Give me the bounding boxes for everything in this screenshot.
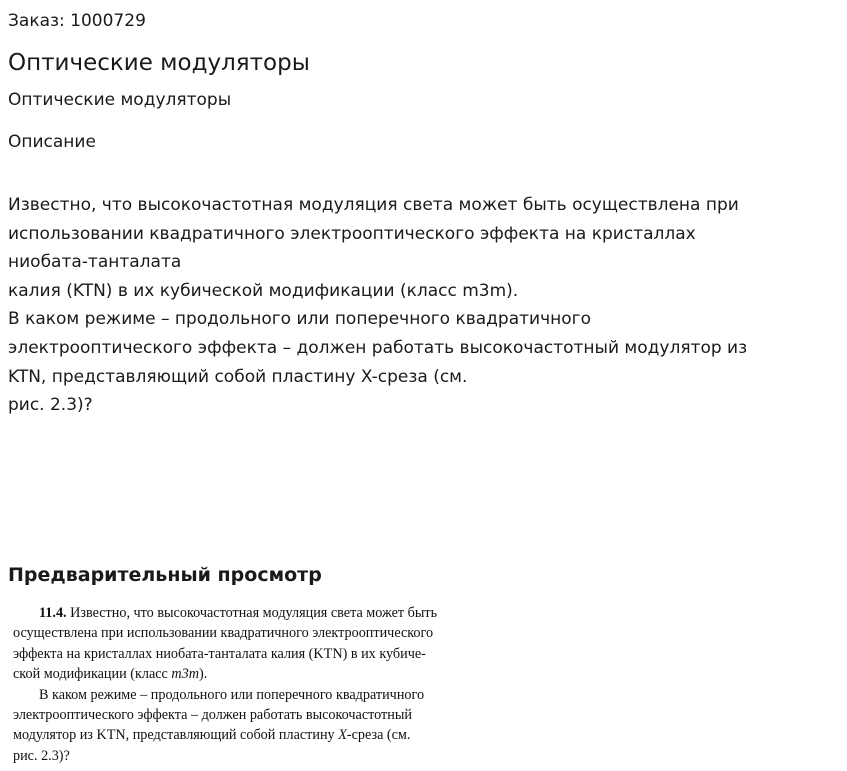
- preview-line: рис. 2.3)?: [13, 747, 70, 764]
- description-line: ниобата-танталата: [8, 252, 182, 273]
- order-number: Заказ: 1000729: [8, 11, 146, 31]
- preview-line: В каком режиме – продольного или поперечного квадратичного: [39, 686, 425, 703]
- description-line: калия (KTN) в их кубической модификации (класс m3m).: [8, 280, 519, 301]
- preview-line: [13, 664, 525, 684]
- preview-line: осуществлена при использовании квадратичного электрооптического: [13, 625, 434, 642]
- page-subtitle: Оптические модуляторы: [8, 90, 232, 110]
- preview-line: [13, 725, 525, 745]
- preview-line: электрооптического эффекта – должен работать высокочастотный: [13, 707, 412, 724]
- preview-text: модулятор из KTN, представляющий собой пластину: [13, 727, 339, 744]
- description-line: электрооптического эффекта – должен работать высокочастотный модулятор из: [8, 337, 748, 358]
- preview-text: ской модификации (класс: [13, 666, 172, 683]
- description-line: KTN, представляющий собой пластину X-среза (см.: [8, 366, 468, 387]
- preview-image: [13, 603, 525, 769]
- preview-line: эффекта на кристаллах ниобата-танталата калия (KTN) в их кубиче-: [13, 645, 426, 662]
- description-line: рис. 2.3)?: [8, 395, 93, 416]
- preview-text-italic: m3m: [171, 666, 199, 683]
- preview-text: Известно, что высокочастотная модуляция света может быть: [70, 605, 438, 621]
- description-line: В каком режиме – продольного или поперечного квадратичного: [8, 309, 591, 330]
- description-line: использовании квадратичного электрооптического эффекта на кристаллах: [8, 223, 696, 244]
- preview-text-italic: X: [338, 727, 347, 744]
- preview-text: ).: [199, 666, 208, 683]
- page-title: Оптические модуляторы: [8, 50, 310, 76]
- preview-heading: Предварительный просмотр: [8, 564, 322, 586]
- description-body: [8, 191, 843, 420]
- problem-number: 11.4.: [39, 605, 67, 621]
- preview-line: [13, 603, 525, 623]
- description-line: Известно, что высокочастотная модуляция света может быть осуществлена при: [8, 195, 739, 215]
- preview-text: -среза (см.: [346, 727, 411, 744]
- description-heading: Описание: [8, 132, 96, 152]
